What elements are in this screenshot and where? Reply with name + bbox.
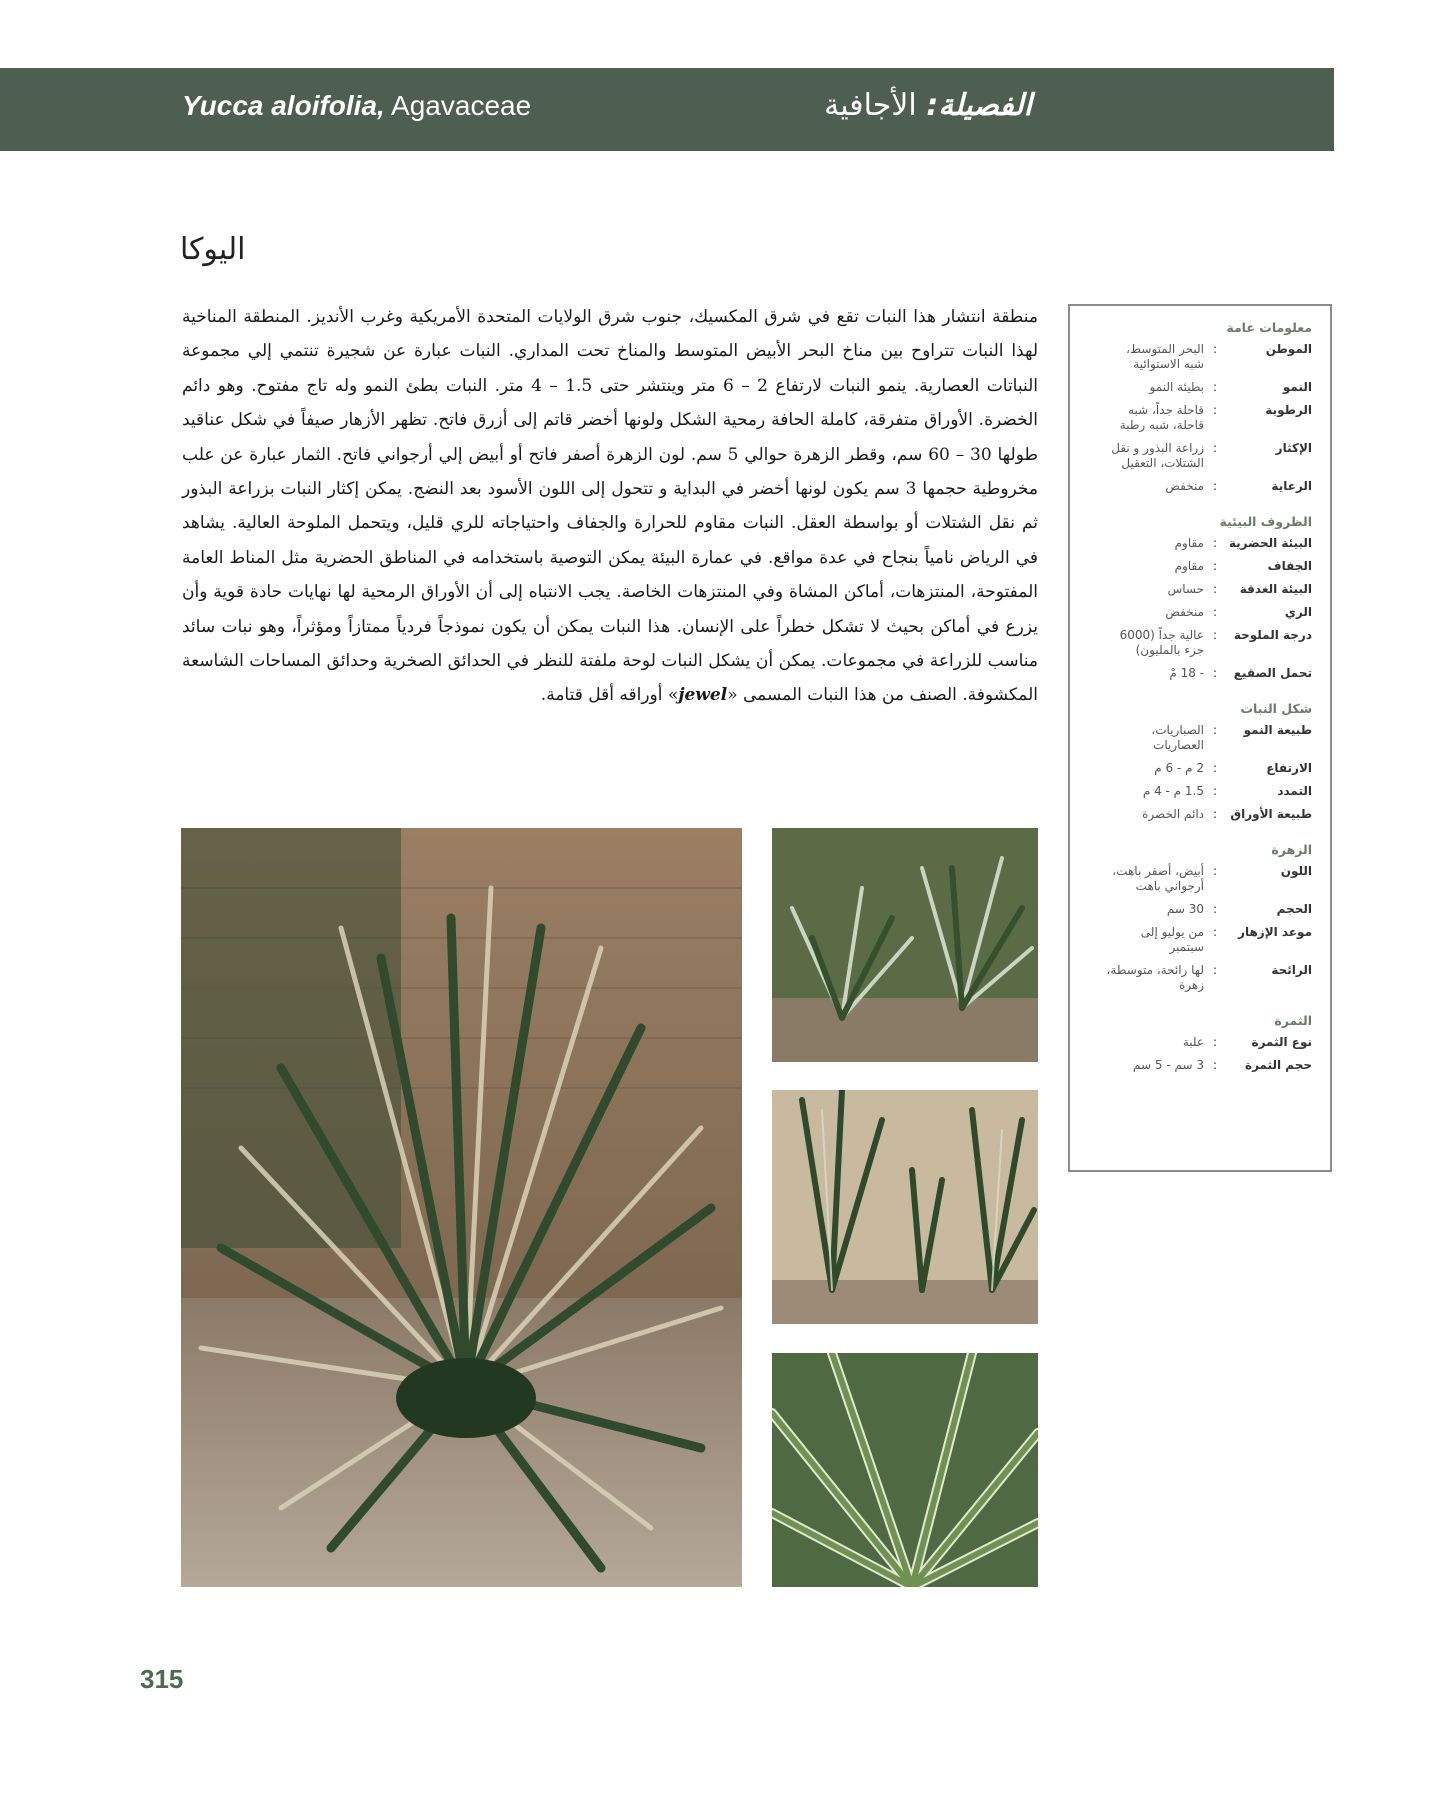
info-row: درجة الملوحة : عالية جداً (6000 جزء بالمليون) bbox=[1082, 628, 1312, 658]
info-row: التمدد : 1.5 م - 4 م bbox=[1082, 784, 1312, 799]
info-value: 30 سم bbox=[1166, 902, 1204, 916]
info-value: البحر المتوسط، شبه الاستوائية bbox=[1126, 342, 1204, 371]
plant-photo-2 bbox=[772, 1090, 1038, 1324]
info-row: حجم الثمرة : 3 سم - 5 سم bbox=[1082, 1058, 1312, 1073]
info-key: موعد الإزهار bbox=[1238, 925, 1312, 939]
info-value: - 18 مْ bbox=[1169, 666, 1204, 680]
info-value: أبيض، أصفر باهت، أرجواني باهت bbox=[1112, 864, 1204, 893]
info-value: مقاوم bbox=[1174, 559, 1204, 573]
info-key: البيئة الغدقة bbox=[1239, 582, 1312, 596]
info-value: بطيئة النمو bbox=[1149, 380, 1204, 394]
scientific-name: Yucca aloifolia, bbox=[182, 90, 385, 121]
info-key: تحمل الصقيع bbox=[1233, 666, 1312, 680]
info-row: الرعاية : منخفض bbox=[1082, 479, 1312, 494]
section-fruit bbox=[1082, 1013, 1312, 1073]
latin-name bbox=[182, 90, 531, 122]
info-key: الرطوبة bbox=[1265, 403, 1312, 417]
family-arabic bbox=[824, 88, 1032, 123]
info-key: اللون bbox=[1280, 864, 1312, 878]
info-value: منخفض bbox=[1165, 479, 1204, 493]
plant-photo-3 bbox=[772, 1353, 1038, 1587]
info-row: موعد الإزهار : من يوليو إلى سبتمبر bbox=[1082, 925, 1312, 955]
family-name: الأجافية bbox=[824, 88, 917, 123]
info-key: درجة الملوحة bbox=[1233, 628, 1312, 642]
description-main: منطقة انتشار هذا النبات تقع في شرق المكسيك، جنوب شرق الولايات المتحدة الأمريكية وغرب الأنديز. المنطقة المناخية لهذا النبات تتراوح بين مناخ البحر الأبيض المتوسط والمناخ تحت المداري. النبات عبارة عن شجيرة تنتمي إلي مجموعة النباتات العصارية. ينمو النبات لارتفاع 2 – 6 متر وينتشر حتى 1.5 – 4 متر. النبات بطئ النمو وله تاج مفتوح. وهو دائم الخضرة. الأوراق متفرقة، كاملة الحافة رمحية الشكل ولونها أخضر قاتم إلى أزرق فاتح. تظهر الأزهار صيفاً في شكل عناقيد طولها 30 – 60 سم، وقطر الزهرة حوالي 5 سم. لون الزهرة أصفر فاتح أو أبيض إلي أرجواني فاتح. الثمار عبارة عن علب مخروطية حجمها 3 سم يكون لونها أخضر في البداية و تتحول إلى اللون الأسود بعد النضج. يمكن إكثار النبات بزراعة البذور ثم نقل الشتلات أو بواسطة العقل. النبات مقاوم للحرارة والجفاف واحتياجاته للري قليل، ويتحمل الملوحة العالية. يشاهد في الرياض نامياً بنجاح في عدة مواقع. في عمارة البيئة يمكن التوصية باستخدامه في المناطق الحضرية مثل المناط العامة المفتوحة، المنتزهات، أماكن المشاة وفي المنتزهات الخاصة. يجب الانتباه إلى أن الأوراق الرمحية لها نهايات حادة قوية وأن يزرع في أماكن بحيث لا تشكل خطراً على الإنسان. هذا النبات يمكن أن يكون نموذجاً فردياً ممتازاً ومؤثراً، وهو نبات سائد مناسب للزراعة في مجموعات. يمكن أن يشكل النبات لوحة ملفتة للنظر في الحدائق الصخرية وحدائق المساحات الشاسعة المكشوفة. الصنف من هذا النبات المسمى « bbox=[182, 307, 1039, 706]
info-key: حجم الثمرة bbox=[1245, 1058, 1312, 1072]
info-key: طبيعة النمو bbox=[1243, 723, 1312, 737]
info-key: طبيعة الأوراق bbox=[1230, 807, 1312, 821]
plant-title: اليوكا bbox=[180, 232, 246, 267]
info-value: قاحلة جداً، شبه قاحلة، شبه رطبة bbox=[1119, 403, 1204, 432]
info-row: تحمل الصقيع : - 18 مْ bbox=[1082, 666, 1312, 681]
info-value: مقاوم bbox=[1174, 536, 1204, 550]
info-row: الجفاف : مقاوم bbox=[1082, 559, 1312, 574]
info-value: زراعة البذور و نقل الشتلات، التعقيل bbox=[1111, 441, 1204, 470]
section-title: الظروف البيئية bbox=[1219, 514, 1312, 529]
section-form bbox=[1082, 701, 1312, 822]
info-value: عالية جداً (6000 جزء بالمليون) bbox=[1119, 628, 1204, 657]
info-value: الصباريات، العصاريات bbox=[1151, 723, 1204, 752]
family-label: الفصيلة: bbox=[926, 88, 1032, 123]
info-value: منخفض bbox=[1165, 605, 1204, 619]
info-row: طبيعة الأوراق : دائم الخضرة bbox=[1082, 807, 1312, 822]
info-key: الجفاف bbox=[1267, 559, 1312, 573]
section-title: معلومات عامة bbox=[1226, 320, 1312, 335]
info-row: النمو : بطيئة النمو bbox=[1082, 380, 1312, 395]
info-value: لها رائحة، متوسطة، زهرة bbox=[1106, 963, 1204, 992]
info-row: البيئة الحضرية : مقاوم bbox=[1082, 536, 1312, 551]
info-row: الموطن : البحر المتوسط، شبه الاستوائية bbox=[1082, 342, 1312, 372]
description-end: » أوراقه أقل قتامة. bbox=[540, 685, 679, 706]
info-value: دائم الخضرة bbox=[1142, 807, 1204, 821]
family-latin: Agavaceae bbox=[391, 90, 532, 121]
info-row: الري : منخفض bbox=[1082, 605, 1312, 620]
info-key: البيئة الحضرية bbox=[1228, 536, 1312, 550]
section-general bbox=[1082, 320, 1312, 494]
main-plant-photo bbox=[181, 828, 742, 1587]
section-flower bbox=[1082, 842, 1312, 993]
info-key: النمو bbox=[1282, 380, 1312, 394]
info-value: 3 سم - 5 سم bbox=[1133, 1058, 1204, 1072]
section-title: الزهرة bbox=[1271, 842, 1312, 857]
info-value: حساس bbox=[1167, 582, 1204, 596]
info-row: الرائحة : لها رائحة، متوسطة، زهرة bbox=[1106, 963, 1312, 992]
info-row: طبيعة النمو : الصباريات، العصاريات bbox=[1082, 723, 1312, 753]
description-text bbox=[182, 300, 1038, 713]
info-key: نوع الثمرة bbox=[1251, 1035, 1312, 1049]
info-key: الإكثار bbox=[1275, 441, 1312, 455]
page-number: 315 bbox=[140, 1664, 184, 1694]
section-title: الثمرة bbox=[1274, 1013, 1312, 1028]
info-key: الارتفاع bbox=[1266, 761, 1312, 775]
info-box bbox=[1068, 304, 1332, 1172]
section-environment bbox=[1082, 514, 1312, 681]
info-key: الرائحة bbox=[1271, 963, 1312, 977]
info-key: الموطن bbox=[1265, 342, 1312, 356]
info-key: الحجم bbox=[1276, 902, 1312, 916]
info-value: علبة bbox=[1182, 1035, 1204, 1049]
info-key: الري bbox=[1284, 605, 1312, 619]
info-value: 2 م - 6 م bbox=[1154, 761, 1204, 775]
section-title: شكل النبات bbox=[1240, 701, 1312, 716]
info-row: اللون : أبيض، أصفر باهت، أرجواني باهت bbox=[1082, 864, 1312, 894]
info-value: من يوليو إلى سبتمبر bbox=[1140, 925, 1204, 954]
plant-photo-1 bbox=[772, 828, 1038, 1062]
info-key: الرعاية bbox=[1271, 479, 1312, 493]
info-row: البيئة الغدقة : حساس bbox=[1082, 582, 1312, 597]
info-row: الحجم : 30 سم bbox=[1082, 902, 1312, 917]
info-row: الرطوبة : قاحلة جداً، شبه قاحلة، شبه رطبة bbox=[1082, 403, 1312, 433]
cultivar-name: jewel bbox=[678, 685, 728, 706]
info-row: الارتفاع : 2 م - 6 م bbox=[1082, 761, 1312, 776]
info-row: الإكثار : زراعة البذور و نقل الشتلات، التعقيل bbox=[1082, 441, 1312, 471]
info-value: 1.5 م - 4 م bbox=[1142, 784, 1204, 798]
info-key: التمدد bbox=[1277, 784, 1312, 798]
info-row: نوع الثمرة : علبة bbox=[1082, 1035, 1312, 1050]
